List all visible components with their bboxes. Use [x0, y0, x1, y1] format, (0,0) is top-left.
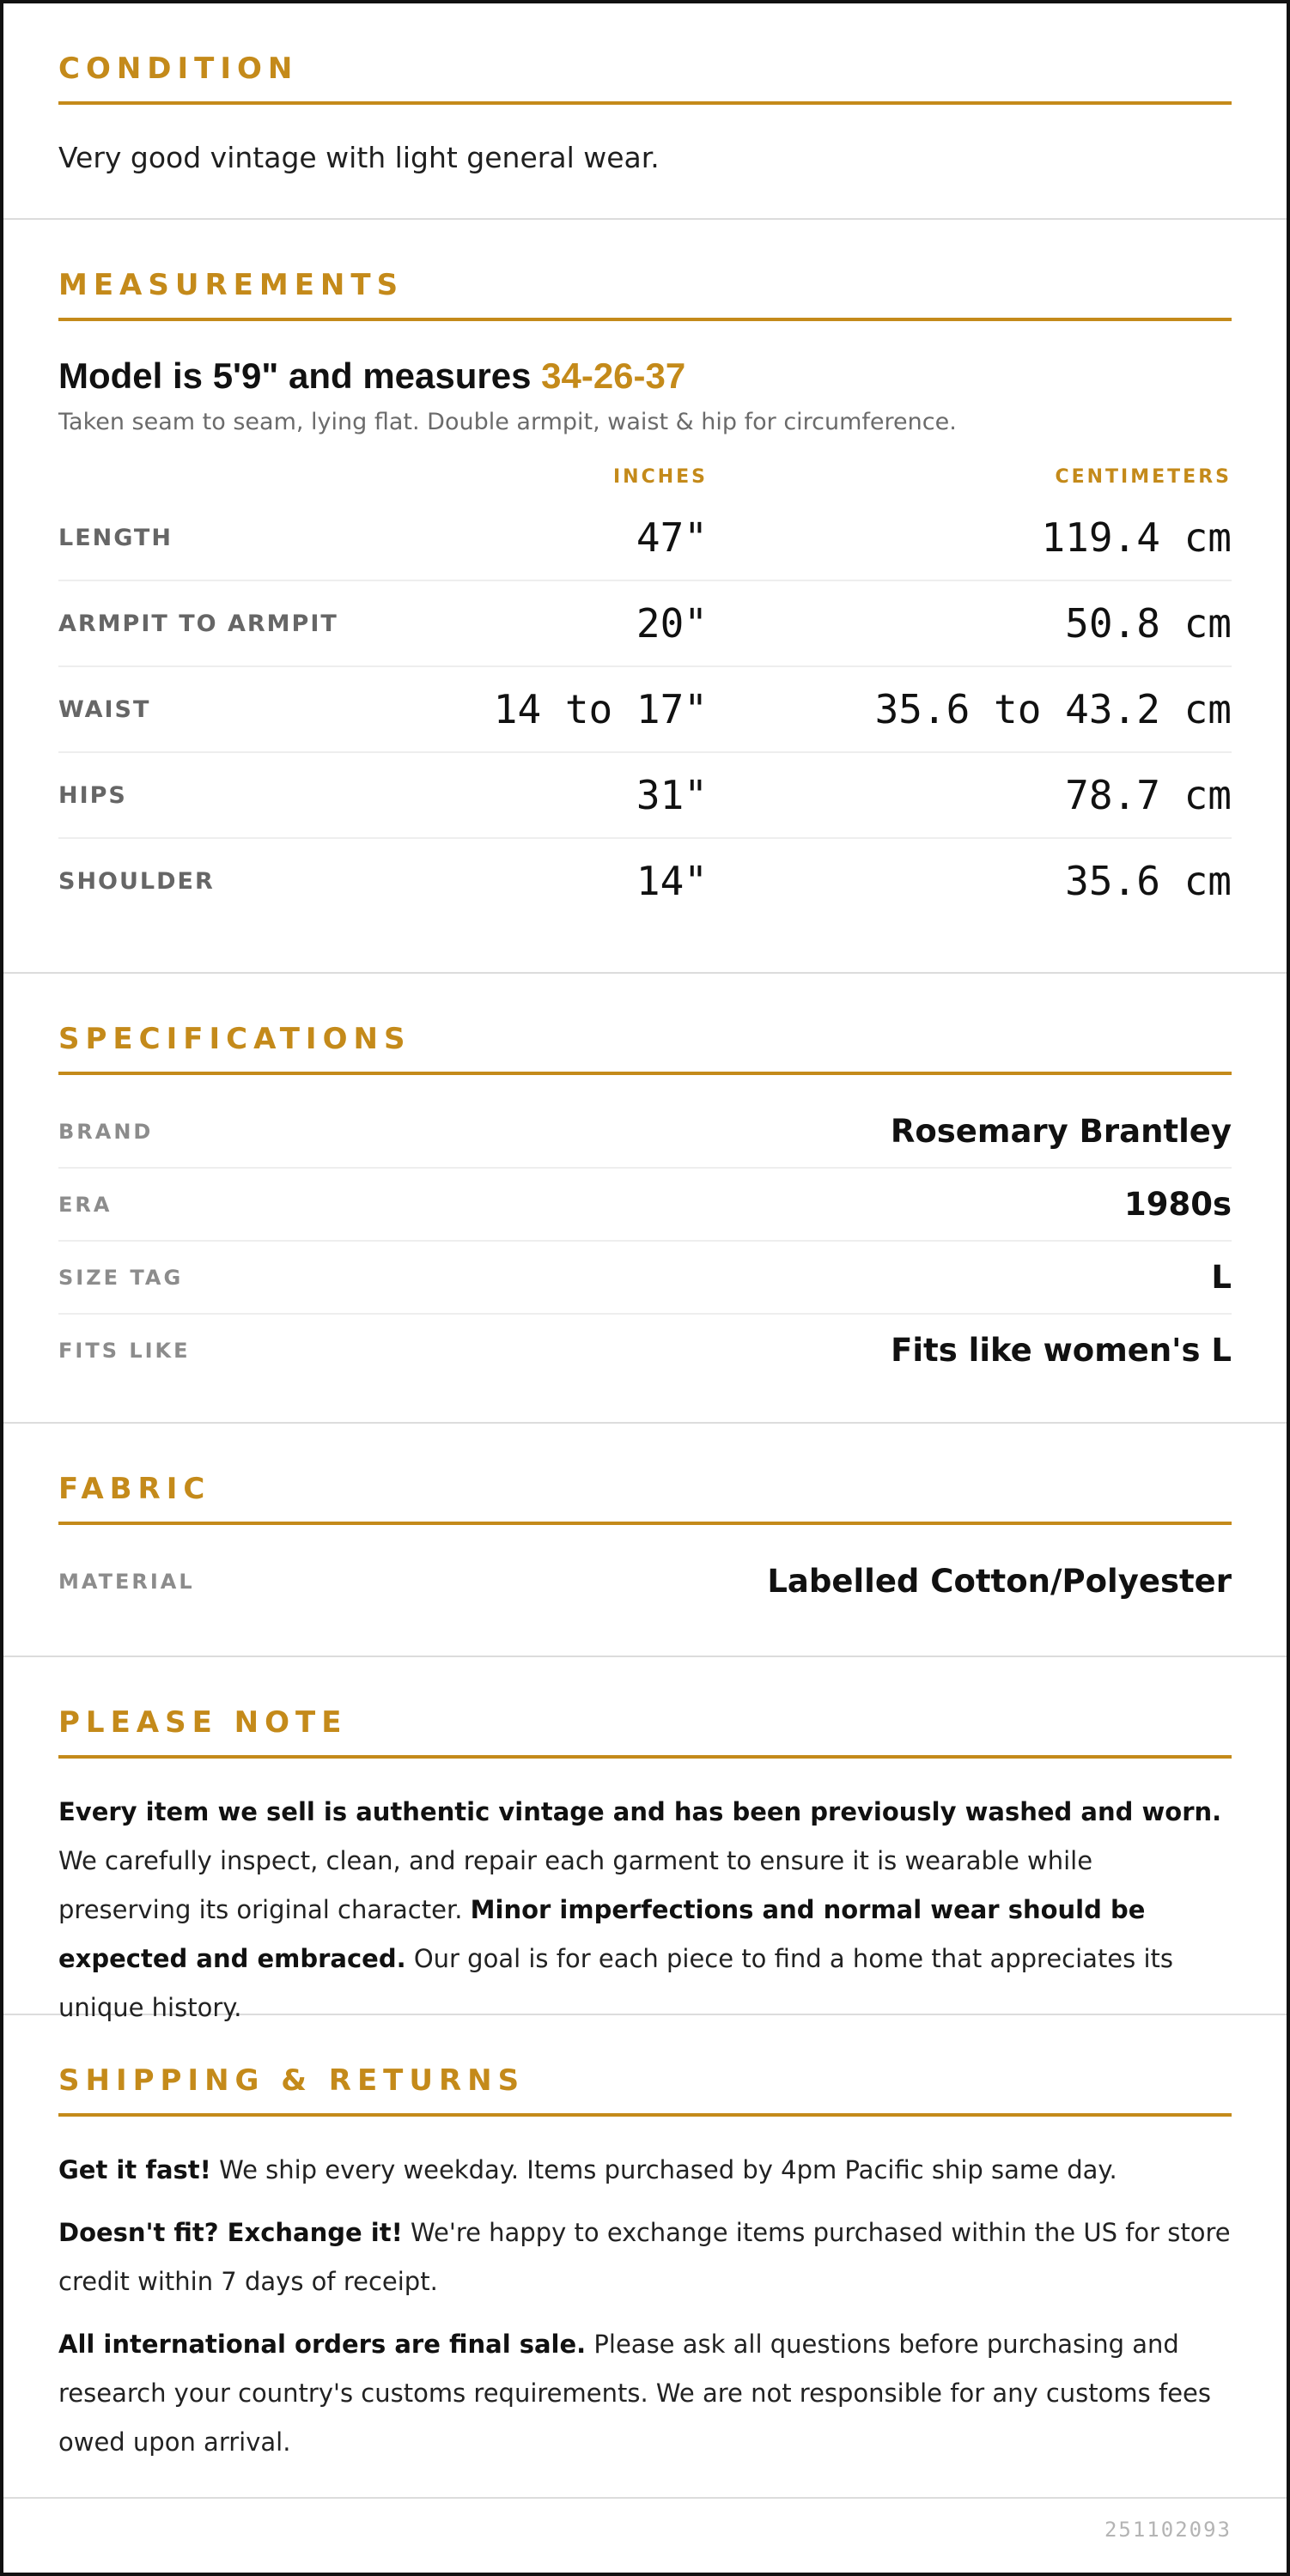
shipping-text: We ship every weekday. Items purchased by 4pm Pacific ship same day. [210, 2155, 1117, 2184]
model-prefix: Model is 5'9" and measures [58, 355, 542, 396]
specifications-list [58, 1096, 1232, 1386]
measurements-table-header [58, 458, 1232, 495]
shipping-returns-section [3, 2015, 1287, 2499]
exchange-bold: Doesn't fit? Exchange it! [58, 2218, 403, 2247]
table-row [58, 495, 1232, 581]
measurement-inches: 14" [636, 858, 708, 904]
specifications-section [3, 974, 1287, 1424]
measurement-label: ARMPIT TO ARMPIT [58, 610, 338, 637]
fabric-section [3, 1424, 1287, 1657]
spec-value: L [1211, 1259, 1232, 1296]
measurement-cm: 78.7 cm [1065, 772, 1232, 818]
measurement-inches: 47" [636, 514, 708, 561]
shipping-returns-title: SHIPPING & RETURNS [58, 2063, 1232, 2117]
table-row [58, 667, 1232, 753]
please-note-text [58, 1788, 1232, 2032]
spec-label: FITS LIKE [58, 1338, 191, 1363]
note-bold-2: Minor imperfections and normal wear should be expected and embraced. [58, 1895, 1146, 1973]
footer [3, 2499, 1287, 2567]
measurement-cm: 50.8 cm [1065, 600, 1232, 647]
measurement-inches: 31" [636, 772, 708, 818]
fabric-label: MATERIAL [58, 1569, 195, 1594]
table-row [58, 581, 1232, 667]
measurements-section [3, 220, 1287, 974]
measurement-cm: 119.4 cm [1041, 514, 1232, 561]
fabric-value: Labelled Cotton/Polyester [767, 1563, 1232, 1600]
fabric-list [58, 1546, 1232, 1617]
international-bold: All international orders are final sale. [58, 2330, 587, 2359]
shipping-bold: Get it fast! [58, 2155, 211, 2184]
shipping-paragraph [58, 2146, 1232, 2195]
spec-value: 1980s [1123, 1186, 1232, 1223]
measurement-inches: 20" [636, 600, 708, 647]
international-paragraph [58, 2320, 1232, 2467]
measurement-cm: 35.6 to 43.2 cm [874, 686, 1232, 732]
model-measurements [58, 355, 1232, 397]
spec-label: BRAND [58, 1119, 154, 1144]
product-id: 251102093 [1104, 2518, 1232, 2542]
spec-label: ERA [58, 1192, 113, 1217]
condition-title: CONDITION [58, 52, 1232, 105]
measurement-label: HIPS [58, 781, 127, 809]
measurement-inches: 14 to 17" [493, 686, 708, 732]
list-item [58, 1315, 1232, 1386]
measurement-label: WAIST [58, 696, 151, 723]
condition-text: Very good vintage with light general wear. [58, 141, 660, 174]
column-header-inches: INCHES [612, 465, 708, 488]
exchange-text: We're happy to exchange items purchased within the US for store credit within 7 days of receipt. [58, 2218, 1231, 2296]
note-bold-1: Every item we sell is authentic vintage and has been previously washed and worn. [58, 1797, 1222, 1826]
please-note-section [3, 1657, 1287, 2022]
model-measure-value: 34-26-37 [541, 355, 686, 396]
measurement-label: LENGTH [58, 524, 173, 551]
spec-value: Rosemary Brantley [890, 1113, 1232, 1150]
measurements-subtitle: Taken seam to seam, lying flat. Double armpit, waist & hip for circumference. [58, 409, 957, 435]
measurements-table [58, 458, 1232, 923]
table-row [58, 839, 1232, 923]
fabric-title: FABRIC [58, 1472, 1232, 1525]
column-header-centimeters: CENTIMETERS [1055, 465, 1232, 488]
list-item [58, 1242, 1232, 1315]
note-text-1: We carefully inspect, clean, and repair each garment to ensure it is wearable while preserving its original character. [58, 1846, 1093, 1924]
exchange-paragraph [58, 2208, 1232, 2306]
list-item [58, 1169, 1232, 1242]
international-text: Please ask all questions before purchasing and research your country's customs requirements. We are not responsible for any customs fees owed upon arrival. [58, 2330, 1211, 2457]
measurements-title: MEASUREMENTS [58, 268, 1232, 321]
specifications-title: SPECIFICATIONS [58, 1022, 1232, 1075]
spec-label: SIZE TAG [58, 1265, 184, 1290]
spec-value: Fits like women's L [891, 1332, 1232, 1369]
measurement-label: SHOULDER [58, 867, 215, 895]
measurement-cm: 35.6 cm [1065, 858, 1232, 904]
please-note-title: PLEASE NOTE [58, 1705, 1232, 1759]
condition-section [3, 3, 1287, 220]
note-text-2: Our goal is for each piece to find a home that appreciates its unique history. [58, 1944, 1174, 2022]
list-item [58, 1096, 1232, 1169]
table-row [58, 753, 1232, 839]
list-item [58, 1546, 1232, 1617]
